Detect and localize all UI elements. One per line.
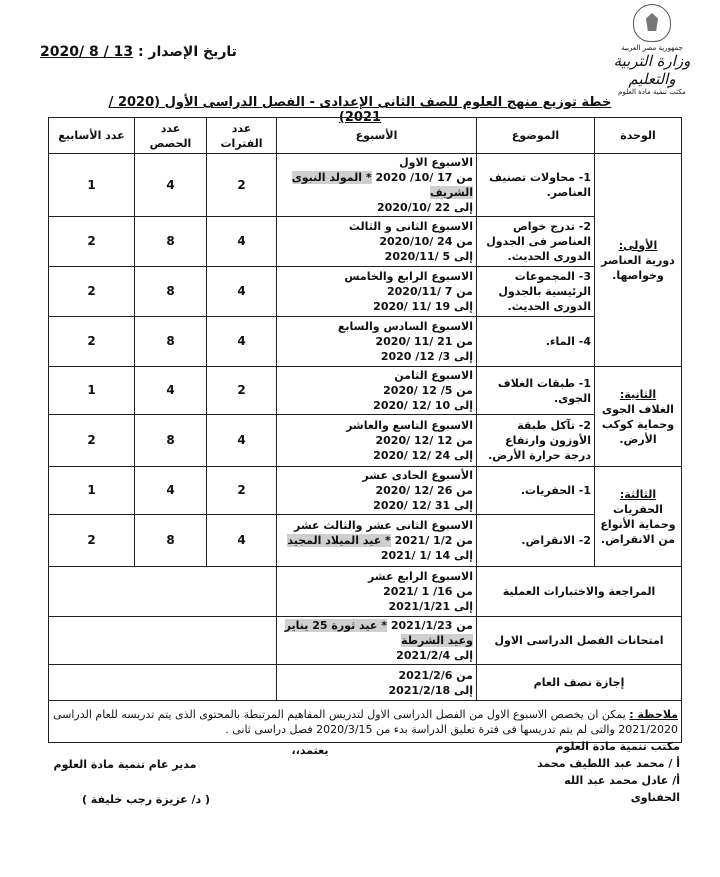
topic-cell: 2- الانقراض.: [477, 515, 595, 567]
table-row: [49, 567, 682, 617]
periods-cell: 4: [207, 415, 277, 467]
eagle-emblem-icon: [633, 4, 671, 42]
holiday-mark: * عيد الميلاد المجيد: [287, 534, 391, 547]
week-from: من 16/ 1 /2021: [383, 585, 473, 598]
week-title: الاسبوع الثامن: [394, 369, 473, 382]
exams-label: امتحانات الفصل الدراسى الاول: [477, 617, 682, 665]
periods-cell: 4: [207, 217, 277, 267]
table-row: [49, 515, 682, 567]
logo-line-3: مكتب تنمية مادة العلوم: [618, 88, 686, 96]
issue-date-label: تاريخ الإصدار :: [137, 44, 237, 60]
weeks-cell: 2: [49, 317, 135, 367]
week-cell: [277, 217, 477, 267]
table-row: [49, 217, 682, 267]
week-cell: [277, 467, 477, 515]
col-periods: عدد الفترات: [207, 118, 277, 154]
note-row: [49, 701, 682, 743]
holiday-mark: * عيد ثورة 25 يناير وعيد الشرطة: [284, 619, 473, 647]
page-title: خطة توزيع منهج العلوم للصف الثانى الإعدادى - الفصل الدراسى الأول (2020 / 2021): [108, 95, 612, 125]
week-title: الاسبوع الثانى و الثالث: [348, 220, 473, 233]
unit-2-cell: [595, 367, 682, 467]
signature-block-office: [530, 738, 680, 806]
col-week: الأسبوع: [277, 118, 477, 154]
week-to: إلى 2021/1/21: [388, 600, 473, 613]
unit-2-title: الغلاف الجوى وحماية كوكب الأرض.: [601, 402, 675, 446]
office-name: مكتب تنمية مادة العلوم: [555, 740, 680, 753]
issue-date: [40, 44, 250, 60]
table-row: [49, 154, 682, 217]
week-title: الاسبوع الرابع عشر: [367, 570, 473, 583]
col-classes: عدد الحصص: [135, 118, 207, 154]
col-topic: الموضوع: [477, 118, 595, 154]
week-from: من 7 /2020/11: [386, 285, 473, 298]
table-row: [49, 415, 682, 467]
week-title: الأسبوع الحادى عشر: [362, 469, 473, 482]
weeks-cell: 2: [49, 515, 135, 567]
week-to: إلى 2021/2/4: [396, 649, 473, 662]
col-unit: الوحدة: [595, 118, 682, 154]
topic-cell: 1- طبقات الغلاف الجوى.: [477, 367, 595, 415]
unit-1-cell: [595, 154, 682, 367]
director-name: ( د/ عزيزة رجب خليفة ): [81, 793, 211, 806]
empty-cell: [49, 617, 277, 665]
classes-cell: 4: [135, 367, 207, 415]
unit-1-title: دورية العناصر وخواصها.: [601, 253, 675, 282]
table-row: [49, 665, 682, 701]
logo-line-2: وزارة التربية والتعليم: [613, 52, 691, 88]
week-to: إلى 24 /12 /2020: [373, 449, 473, 462]
week-to: إلى 31 /12 /2020: [373, 499, 473, 512]
midyear-break-label: إجازة نصف العام: [477, 665, 682, 701]
unit-1-name: الأولى:: [618, 238, 658, 252]
table-header-row: [49, 118, 682, 154]
week-from: من 21 /11 /2020: [375, 335, 473, 348]
week-from: من 1/2 /2021: [394, 534, 473, 547]
week-from: من 17 /10/ 2020: [375, 171, 473, 184]
topic-cell: 2- تآكل طبقة الأوزون وارتفاع درجة حرارة الأرض.: [477, 415, 595, 467]
classes-cell: 8: [135, 515, 207, 567]
week-to: إلى 5 /2020/11: [384, 250, 473, 263]
classes-cell: 4: [135, 467, 207, 515]
review-label: المراجعة والاختبارات العملية: [477, 567, 682, 617]
table-row: [49, 367, 682, 415]
week-title: الاسبوع الثانى عشر والثالث عشر: [293, 519, 473, 532]
week-cell: [277, 267, 477, 317]
weeks-cell: 1: [49, 154, 135, 217]
week-from: من 5/ 12 /2020: [383, 384, 473, 397]
signatory-2: أ/ عادل محمد عبد الله الحفناوى: [564, 774, 680, 804]
periods-cell: 2: [207, 367, 277, 415]
periods-cell: 2: [207, 467, 277, 515]
week-cell: [277, 367, 477, 415]
week-from: من 26 /12 /2020: [375, 484, 473, 497]
week-to: إلى 2021/2/18: [388, 683, 473, 697]
topic-cell: 2- تدرج خواص العناصر فى الجدول الدورى الحديث.: [477, 217, 595, 267]
classes-cell: 8: [135, 317, 207, 367]
issue-date-value: 13 / 8 /2020: [40, 44, 134, 60]
table-row: [49, 317, 682, 367]
table-row: [49, 267, 682, 317]
week-cell: [277, 665, 477, 701]
week-title: الاسبوع الرابع والخامس: [344, 270, 473, 283]
unit-2-name: الثانية:: [619, 387, 657, 401]
weeks-cell: 2: [49, 415, 135, 467]
periods-cell: 4: [207, 515, 277, 567]
week-cell: [277, 617, 477, 665]
week-cell: [277, 415, 477, 467]
classes-cell: 8: [135, 415, 207, 467]
week-to: إلى 10 /12 /2020: [373, 399, 473, 412]
week-to: إلى 22 /2020/10: [377, 201, 473, 214]
week-title: الاسبوع الاول: [399, 156, 473, 169]
periods-cell: 4: [207, 267, 277, 317]
unit-3-title: الحفريات وحماية الأنواع من الانقراض.: [600, 502, 676, 546]
col-weeks: عدد الأسابيع: [49, 118, 135, 154]
week-from: من 2021/2/6: [398, 668, 473, 682]
week-to: إلى 3/ 12/ 2020: [380, 350, 473, 363]
note-label: ملاحظة :: [629, 707, 678, 721]
week-from: من 2021/1/23: [390, 619, 473, 632]
unit-3-cell: [595, 467, 682, 567]
classes-cell: 8: [135, 267, 207, 317]
table-row: [49, 467, 682, 515]
note-cell: [49, 701, 682, 743]
classes-cell: 4: [135, 154, 207, 217]
weeks-cell: 1: [49, 367, 135, 415]
logo-line-1: جمهورية مصر العربية: [621, 44, 683, 52]
topic-cell: 1- الحفريات.: [477, 467, 595, 515]
week-to: إلى 14 /1 /2021: [380, 549, 473, 562]
empty-cell: [49, 567, 277, 617]
week-cell: [277, 567, 477, 617]
week-from: من 24 /2020/10: [379, 235, 473, 248]
director-title: مدير عام تنمية مادة العلوم: [53, 758, 197, 771]
periods-cell: 4: [207, 317, 277, 367]
topic-cell: 1- محاولات تصنيف العناصر.: [477, 154, 595, 217]
week-to: إلى 19 /11 /2020: [373, 300, 473, 313]
empty-cell: [49, 665, 277, 701]
note-text: يمكن ان يخصص الاسبوع الاول من الفصل الدراسى الاول لتدريس المفاهيم المرتبطة بالمحتوى الذى يتم تدريسه للعام الدراسى 2021/2020 والتى لم يتم تدريسها فى فترة تعليق الدراسة بدء من 2020/3/15 فصل دراسى ثانى .: [52, 707, 678, 736]
topic-cell: 4- الماء.: [477, 317, 595, 367]
topic-cell: 3- المجموعات الرئيسية بالجدول الدورى الحديث.: [477, 267, 595, 317]
table-row: [49, 617, 682, 665]
week-from: من 12 /12 /2020: [375, 434, 473, 447]
week-cell: [277, 515, 477, 567]
curriculum-table: [48, 117, 682, 743]
approval-label: يعتمد،،: [291, 744, 329, 757]
week-cell: [277, 317, 477, 367]
classes-cell: 8: [135, 217, 207, 267]
weeks-cell: 2: [49, 267, 135, 317]
ministry-logo: [588, 4, 716, 96]
holiday-mark: * المولد النبوى الشريف: [291, 171, 473, 199]
weeks-cell: 1: [49, 467, 135, 515]
periods-cell: 2: [207, 154, 277, 217]
unit-3-name: الثالثة:: [619, 487, 657, 501]
week-title: الاسبوع التاسع والعاشر: [346, 419, 473, 432]
weeks-cell: 2: [49, 217, 135, 267]
week-cell: [277, 154, 477, 217]
signatory-1: أ / محمد عبد اللطيف محمد: [537, 757, 680, 770]
week-title: الاسبوع السادس والسابع: [337, 320, 473, 333]
